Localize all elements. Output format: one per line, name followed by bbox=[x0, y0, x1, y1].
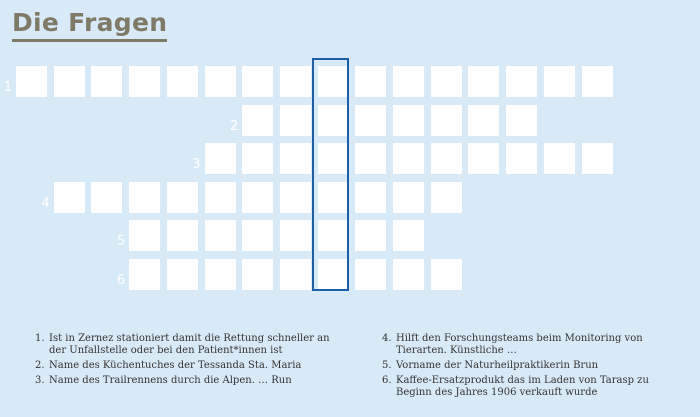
crossword-cell-r4-c3[interactable] bbox=[91, 182, 122, 213]
letter-input[interactable] bbox=[355, 220, 386, 251]
letter-input[interactable] bbox=[129, 259, 160, 290]
crossword-cell-r1-c2[interactable] bbox=[54, 66, 85, 97]
letter-input[interactable] bbox=[355, 259, 386, 290]
crossword-cell-r2-c13[interactable] bbox=[468, 105, 499, 136]
letter-input[interactable] bbox=[468, 66, 499, 97]
letter-input[interactable] bbox=[431, 259, 462, 290]
row-number-4: 4 bbox=[41, 195, 50, 211]
crossword-cell-r5-c6[interactable] bbox=[205, 220, 236, 251]
letter-input[interactable] bbox=[242, 182, 273, 213]
letter-input[interactable] bbox=[242, 143, 273, 174]
crossword-cell-r3-c14[interactable] bbox=[506, 143, 537, 174]
letter-input[interactable] bbox=[355, 182, 386, 213]
crossword-cell-r2-c14[interactable] bbox=[506, 105, 537, 136]
crossword-cell-r2-c7[interactable] bbox=[242, 105, 273, 136]
letter-input[interactable] bbox=[318, 220, 349, 251]
letter-input[interactable] bbox=[393, 182, 424, 213]
crossword-cell-r6-c11[interactable] bbox=[393, 259, 424, 290]
row-number-5: 5 bbox=[116, 234, 126, 249]
crossword-cell-r4-c8[interactable] bbox=[280, 182, 311, 213]
clue-item bbox=[382, 360, 682, 372]
crossword-cell-r4-c11[interactable] bbox=[393, 182, 424, 213]
letter-input[interactable] bbox=[355, 66, 386, 97]
letter-input[interactable] bbox=[318, 259, 349, 290]
crossword-cell-r4-c7[interactable] bbox=[242, 182, 273, 213]
letter-input[interactable] bbox=[280, 66, 311, 97]
letter-input[interactable] bbox=[54, 66, 85, 97]
letter-input[interactable] bbox=[393, 259, 424, 290]
crossword-cell-r5-c7[interactable] bbox=[242, 220, 273, 251]
crossword-cell-r2-c12[interactable] bbox=[431, 105, 462, 136]
letter-input[interactable] bbox=[167, 259, 198, 290]
letter-input[interactable] bbox=[129, 182, 160, 213]
letter-input[interactable] bbox=[582, 143, 613, 174]
crossword-cell-r1-c12[interactable] bbox=[431, 66, 462, 97]
letter-input[interactable] bbox=[393, 220, 424, 251]
crossword-cell-r4-c4[interactable] bbox=[129, 182, 160, 213]
clue-text: Hilft den Forschungsteams beim Monitoring von Tierarten. Künstliche … bbox=[396, 333, 643, 356]
letter-input[interactable] bbox=[129, 66, 160, 97]
clue-text: Ist in Zernez stationiert damit die Rettung schneller an der Unfallstelle oder bei den Patient*innen ist bbox=[49, 333, 330, 356]
crossword-cell-r4-c9[interactable] bbox=[318, 182, 349, 213]
crossword-cell-r6-c5[interactable] bbox=[167, 259, 198, 290]
crossword-cell-r6-c4[interactable] bbox=[129, 259, 160, 290]
crossword-cell-r3-c8[interactable] bbox=[280, 143, 311, 174]
letter-input[interactable] bbox=[205, 259, 236, 290]
clue-number: 3. bbox=[35, 375, 45, 386]
letter-input[interactable] bbox=[16, 66, 47, 97]
row-number-6: 6 bbox=[116, 272, 126, 288]
crossword-cell-r1-c10[interactable] bbox=[355, 66, 386, 97]
crossword-cell-r3-c11[interactable] bbox=[393, 143, 424, 174]
letter-input[interactable] bbox=[318, 105, 349, 136]
clue-item bbox=[382, 375, 682, 399]
crossword-cell-r6-c7[interactable] bbox=[242, 259, 273, 290]
crossword-cell-r1-c11[interactable] bbox=[393, 66, 424, 97]
crossword-cell-r1-c4[interactable] bbox=[129, 66, 160, 97]
crossword-cell-r2-c9[interactable] bbox=[318, 105, 349, 136]
clue-item bbox=[35, 333, 345, 357]
letter-input[interactable] bbox=[355, 105, 386, 136]
crossword-cell-r5-c4[interactable] bbox=[129, 220, 160, 251]
clue-number: 5. bbox=[382, 360, 392, 371]
clue-list-left bbox=[35, 333, 345, 390]
crossword-cell-r6-c10[interactable] bbox=[355, 259, 386, 290]
crossword-cell-r6-c8[interactable] bbox=[280, 259, 311, 290]
crossword-cell-r1-c9[interactable] bbox=[318, 66, 349, 97]
clue-text: Kaffee-Ersatzprodukt das im Laden von Tarasp zu Beginn des Jahres 1906 verkauft wurde bbox=[396, 375, 649, 398]
crossword-cell-r3-c16[interactable] bbox=[582, 143, 613, 174]
crossword-cell-r3-c15[interactable] bbox=[544, 143, 575, 174]
clue-text: Vorname der Naturheilpraktikerin Brun bbox=[396, 360, 599, 371]
letter-input[interactable] bbox=[280, 182, 311, 213]
crossword-cell-r5-c11[interactable] bbox=[393, 220, 424, 251]
letter-input[interactable] bbox=[205, 182, 236, 213]
clue-list-right bbox=[382, 333, 682, 402]
crossword-cell-r4-c2[interactable] bbox=[54, 182, 85, 213]
crossword-cell-r1-c7[interactable] bbox=[242, 66, 273, 97]
crossword-cell-r3-c7[interactable] bbox=[242, 143, 273, 174]
row-number-2: 2 bbox=[229, 118, 239, 134]
letter-input[interactable] bbox=[431, 105, 462, 136]
crossword-cell-r1-c5[interactable] bbox=[167, 66, 198, 97]
letter-input[interactable] bbox=[431, 66, 462, 97]
crossword-cell-r1-c16[interactable] bbox=[582, 66, 613, 97]
letter-input[interactable] bbox=[205, 220, 236, 251]
letter-input[interactable] bbox=[167, 66, 198, 97]
clue-text: Name des Trailrennens durch die Alpen. … Run bbox=[49, 375, 292, 386]
page-title: Die Fragen bbox=[12, 8, 167, 42]
crossword-cell-r6-c6[interactable] bbox=[205, 259, 236, 290]
crossword-cell-r4-c6[interactable] bbox=[205, 182, 236, 213]
clue-number: 4. bbox=[382, 333, 392, 344]
letter-input[interactable] bbox=[393, 66, 424, 97]
crossword-cell-r2-c11[interactable] bbox=[393, 105, 424, 136]
crossword-cell-r3-c13[interactable] bbox=[468, 143, 499, 174]
crossword-cell-r2-c10[interactable] bbox=[355, 105, 386, 136]
letter-input[interactable] bbox=[318, 143, 349, 174]
letter-input[interactable] bbox=[582, 66, 613, 97]
letter-input[interactable] bbox=[167, 220, 198, 251]
crossword-cell-r5-c8[interactable] bbox=[280, 220, 311, 251]
letter-input[interactable] bbox=[54, 182, 85, 213]
crossword-cell-r1-c15[interactable] bbox=[544, 66, 575, 97]
letter-input[interactable] bbox=[544, 143, 575, 174]
letter-input[interactable] bbox=[91, 182, 122, 213]
crossword-cell-r4-c10[interactable] bbox=[355, 182, 386, 213]
letter-input[interactable] bbox=[280, 105, 311, 136]
letter-input[interactable] bbox=[280, 143, 311, 174]
letter-input[interactable] bbox=[91, 66, 122, 97]
crossword-cell-r1-c3[interactable] bbox=[91, 66, 122, 97]
letter-input[interactable] bbox=[205, 66, 236, 97]
row-number-3: 3 bbox=[192, 157, 201, 172]
letter-input[interactable] bbox=[506, 105, 537, 136]
row-number-1: 1 bbox=[3, 80, 12, 95]
clue-number: 2. bbox=[35, 360, 45, 371]
clue-text: Name des Küchentuches der Tessanda Sta. Maria bbox=[49, 360, 302, 371]
letter-input[interactable] bbox=[544, 66, 575, 97]
crossword-cell-r3-c12[interactable] bbox=[431, 143, 462, 174]
crossword-cell-r6-c12[interactable] bbox=[431, 259, 462, 290]
crossword-cell-r4-c5[interactable] bbox=[167, 182, 198, 213]
letter-input[interactable] bbox=[242, 220, 273, 251]
crossword-cell-r6-c9[interactable] bbox=[318, 259, 349, 290]
letter-input[interactable] bbox=[355, 143, 386, 174]
crossword-cell-r5-c5[interactable] bbox=[167, 220, 198, 251]
letter-input[interactable] bbox=[242, 105, 273, 136]
crossword-cell-r1-c1[interactable] bbox=[16, 66, 47, 97]
letter-input[interactable] bbox=[242, 66, 273, 97]
letter-input[interactable] bbox=[393, 105, 424, 136]
letter-input[interactable] bbox=[242, 259, 273, 290]
letter-input[interactable] bbox=[280, 220, 311, 251]
crossword-cell-r1-c8[interactable] bbox=[280, 66, 311, 97]
clue-number: 1. bbox=[35, 333, 45, 344]
clue-item bbox=[382, 333, 682, 357]
crossword-cell-r3-c9[interactable] bbox=[318, 143, 349, 174]
crossword-cell-r1-c14[interactable] bbox=[506, 66, 537, 97]
letter-input[interactable] bbox=[393, 143, 424, 174]
clue-number: 6. bbox=[382, 375, 392, 386]
letter-input[interactable] bbox=[431, 143, 462, 174]
crossword-cell-r3-c6[interactable] bbox=[205, 143, 236, 174]
letter-input[interactable] bbox=[318, 182, 349, 213]
clue-item bbox=[35, 360, 345, 372]
letter-input[interactable] bbox=[468, 143, 499, 174]
clue-item bbox=[35, 375, 345, 387]
crossword-cell-r2-c8[interactable] bbox=[280, 105, 311, 136]
crossword-cell-r3-c10[interactable] bbox=[355, 143, 386, 174]
crossword-cell-r5-c10[interactable] bbox=[355, 220, 386, 251]
letter-input[interactable] bbox=[205, 143, 236, 174]
letter-input[interactable] bbox=[167, 182, 198, 213]
letter-input[interactable] bbox=[506, 66, 537, 97]
crossword-cell-r1-c13[interactable] bbox=[468, 66, 499, 97]
letter-input[interactable] bbox=[280, 259, 311, 290]
letter-input[interactable] bbox=[318, 66, 349, 97]
crossword-cell-r5-c9[interactable] bbox=[318, 220, 349, 251]
letter-input[interactable] bbox=[506, 143, 537, 174]
letter-input[interactable] bbox=[129, 220, 160, 251]
crossword-cell-r1-c6[interactable] bbox=[205, 66, 236, 97]
letter-input[interactable] bbox=[431, 182, 462, 213]
letter-input[interactable] bbox=[468, 105, 499, 136]
crossword-cell-r4-c12[interactable] bbox=[431, 182, 462, 213]
